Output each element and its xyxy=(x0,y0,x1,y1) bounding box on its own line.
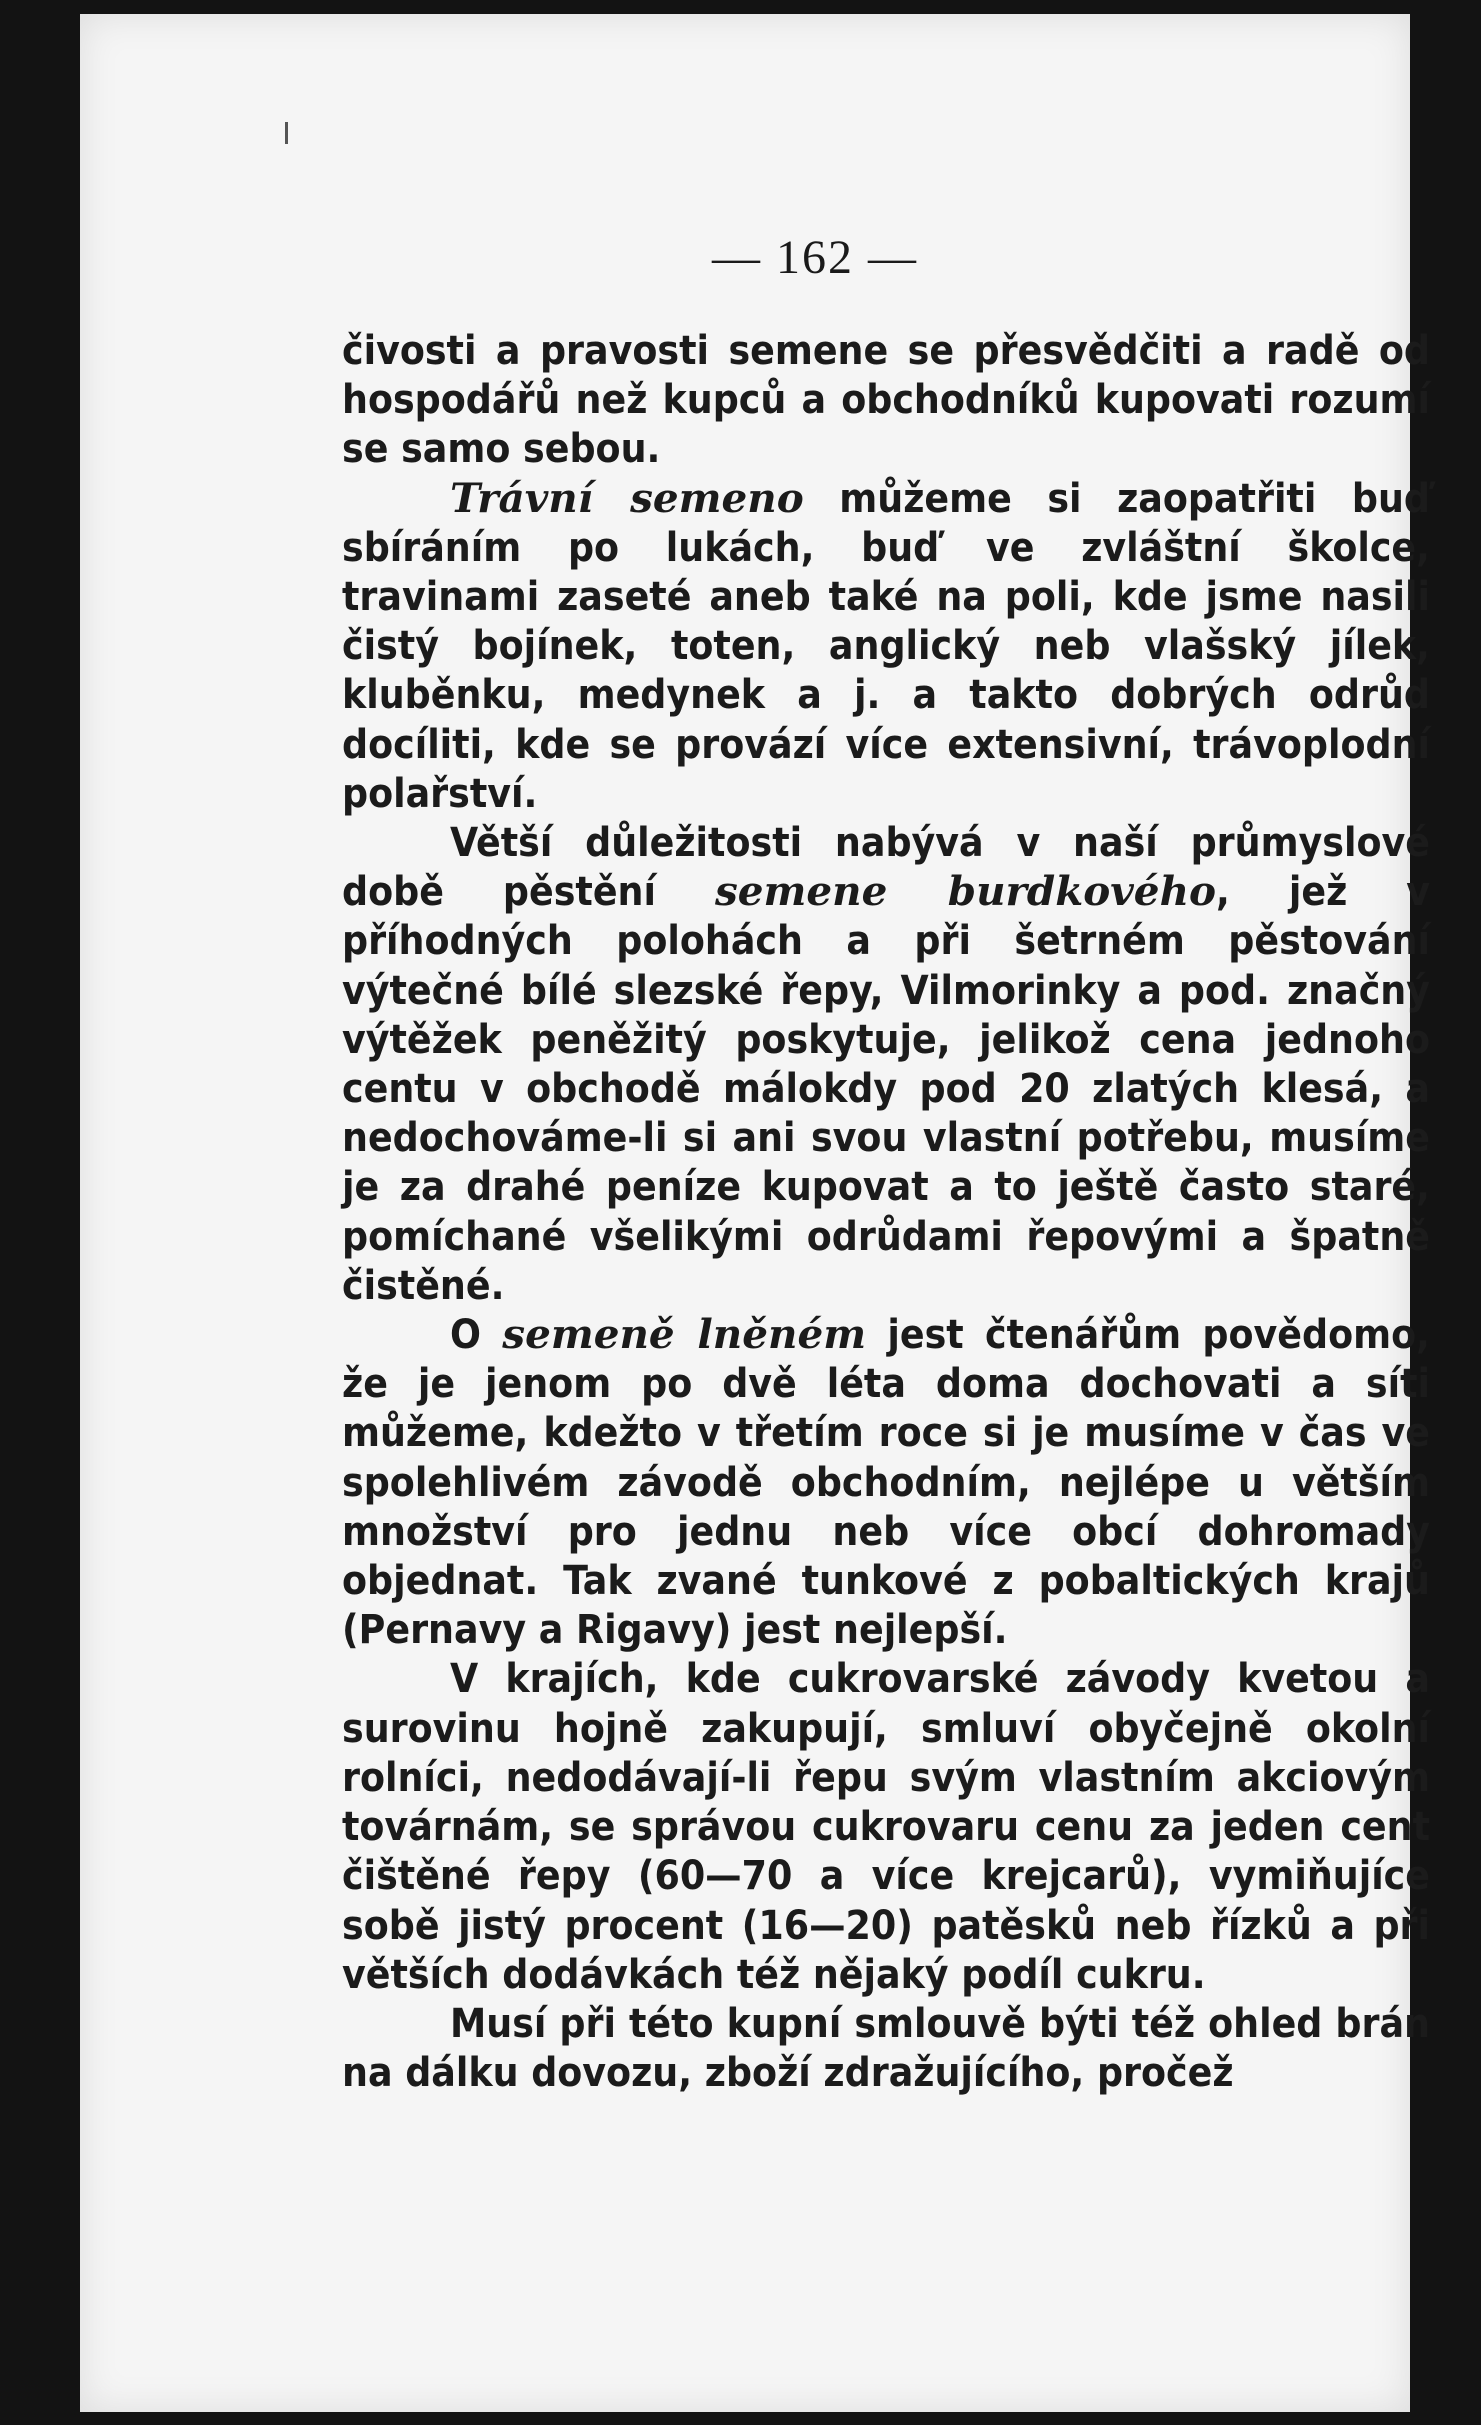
italic-term: semene burdkového xyxy=(714,867,1217,916)
italic-term: semeně lněném xyxy=(502,1310,867,1359)
paragraph-text: V krajích, kde cukrovarské závody kvetou a surovinu hojně zakupují, smluví obyčejně okolní rolníci, nedodávají-li řepu svým vlastním akciovým továrnám, se správou cukrovaru cenu za jeden cent čištěné řepy (60—70 a více krejcarů), vymiňujíce sobě jistý procent (16—20) patěsků neb řízků a při větších dodávkách též nějaký podíl cukru. xyxy=(342,1654,1430,1998)
dash-left: — xyxy=(712,231,762,284)
paragraph xyxy=(342,474,1430,818)
paragraph-text: jest čtenářům povědomo, že je jenom po dvě léta doma dochovati a síti můžeme, kdežto v třetím roce si je musíme v čas ve spolehlivém závodě obchodním, nejlépe u větším množství pro jednu neb více obcí dohromady objednat. Tak zvané tunkové z pobaltických krajů (Pernavy a Rigavy) jest nejlepší. xyxy=(342,1310,1430,1654)
paragraph xyxy=(342,1999,1430,2097)
paragraph-text: , jež v příhodných polohách a při šetrném pěstování výtečné bílé slezské řepy, Vilmorinky a pod. značný výtěžek peněžitý poskytuje, jelikož cena jednoho centu v obchodě málokdy pod 20 zlatých klesá, a nedochováme-li si ani svou vlastní potřebu, musíme je za drahé peníze kupovat a to ještě často staré, pomíchané všelikými odrůdami řepovými a špatně čistěné. xyxy=(342,867,1431,1309)
paragraph xyxy=(342,1310,1430,1654)
paragraph-text: Větší důležitosti nabývá v naší průmyslové době pěstění xyxy=(342,818,1430,916)
book-page xyxy=(80,14,1431,2412)
paragraph-text: čivosti a pravosti semene se přesvědčiti a radě od hospodářů než kupců a obchodníků kupovati rozumí se samo sebou. xyxy=(342,326,1430,473)
paragraph-text: můžeme si zaopatřiti buď sbíráním po lukách, buď ve zvláštní školce, travinami zaseté aneb také na poli, kde jsme nasili čistý bojínek, toten, anglický neb vlašský jílek, kluběnku, medynek a j. a takto dobrých odrůd docíliti, kde se provází více extensivní, trávoplodní polařství. xyxy=(342,473,1430,817)
paragraph xyxy=(342,326,1430,474)
stray-mark xyxy=(285,122,288,144)
page-header xyxy=(80,230,1410,285)
paragraph xyxy=(342,1654,1430,1998)
page-number xyxy=(572,231,918,284)
paragraph xyxy=(342,818,1430,1310)
italic-term: Trávní semeno xyxy=(450,473,804,522)
body-text xyxy=(342,326,1430,2097)
paragraph-text: O xyxy=(450,1310,503,1359)
dash-right: — xyxy=(868,231,918,284)
paragraph-text: Musí při této kupní smlouvě býti též ohled brán na dálku dovozu, zboží zdražujícího, pročež xyxy=(342,1998,1430,2097)
page-number-value: 162 xyxy=(776,231,854,284)
